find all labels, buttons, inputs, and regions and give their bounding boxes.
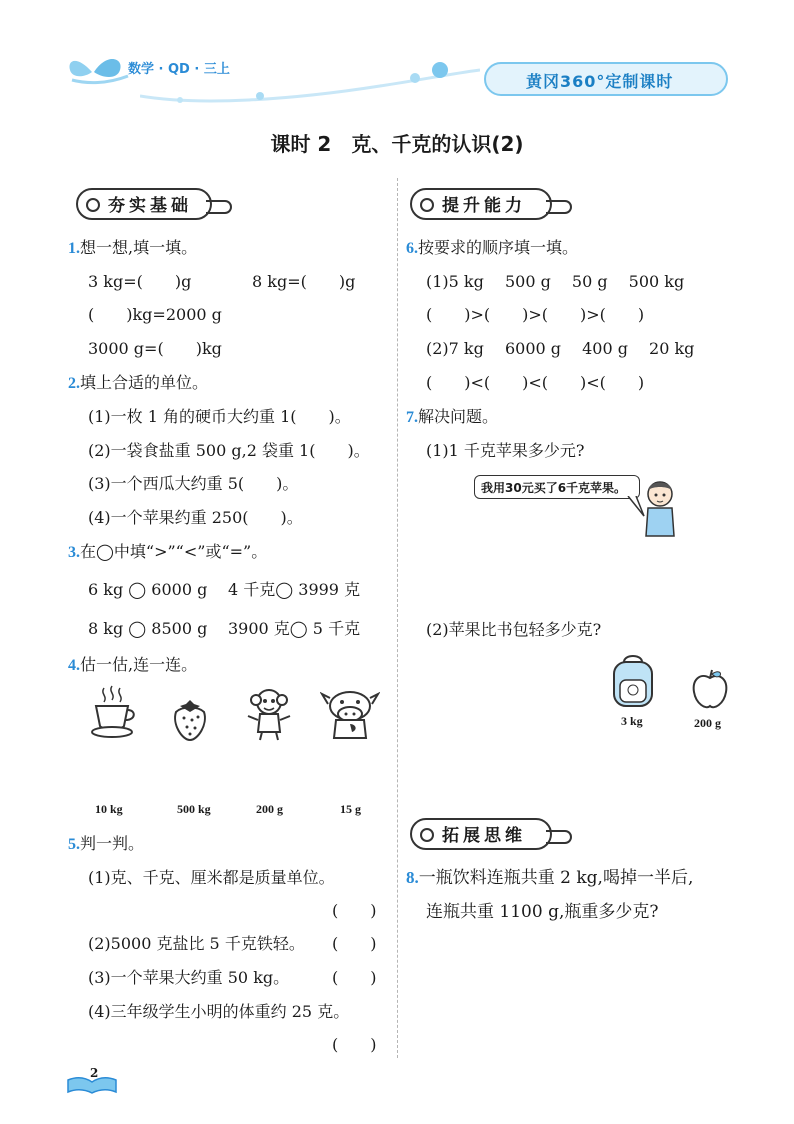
q6-row2: ( )>( )>( )>( ) — [426, 305, 645, 324]
speech-text: 我用30元买了6千克苹果。 — [481, 481, 627, 495]
weight-label-1: 10 kg — [95, 802, 123, 816]
q3-stem: 3.在◯中填“>”“<”或“=”。 — [68, 542, 268, 561]
apple-icon — [690, 668, 730, 710]
monkey-icon — [244, 686, 294, 742]
q7-stem: 7.解决问题。 — [406, 407, 499, 426]
q2-item1: (1)一枚 1 角的硬币大约重 1( )。 — [88, 407, 351, 426]
q1-stem: 1.想一想,填一填。 — [68, 238, 198, 257]
q7-part2: (2)苹果比书包轻多少克? — [426, 620, 602, 639]
swirl-icon — [546, 200, 572, 214]
swirl-icon — [546, 830, 572, 844]
book-icon — [66, 1074, 118, 1094]
q5-stem: 5.判一判。 — [68, 834, 145, 853]
section-header-extend — [410, 818, 552, 850]
q5-item3: (3)一个苹果大约重 50 kg。 — [88, 968, 290, 987]
strawberry-icon — [170, 698, 210, 742]
q1-line1b: 8 kg=( )g — [252, 272, 356, 291]
q3-d: 3900 克◯ 5 千克 — [228, 619, 361, 638]
q1-line1a: 3 kg=( )g — [88, 272, 192, 291]
q1-line2: ( )kg=2000 g — [88, 305, 222, 324]
q5-item4: (4)三年级学生小明的体重约 25 克。 — [88, 1002, 350, 1021]
q2-item3: (3)一个西瓜大约重 5( )。 — [88, 474, 299, 493]
circle-icon — [420, 828, 434, 842]
weight-label-4: 15 g — [340, 802, 361, 816]
q5-answer2[interactable]: ( ) — [332, 934, 377, 953]
backpack-icon — [608, 654, 658, 710]
q2-stem: 2.填上合适的单位。 — [68, 373, 209, 392]
brand-badge — [484, 62, 728, 96]
q1-line3: 3000 g=( )kg — [88, 339, 222, 358]
column-divider — [397, 178, 398, 1058]
q8-line1: 8.一瓶饮料连瓶共重 2 kg,喝掉一半后, — [406, 868, 694, 888]
q6-row4: ( )<( )<( )<( ) — [426, 373, 645, 392]
speech-bubble — [474, 475, 640, 499]
q3-a: 6 kg ◯ 6000 g — [88, 580, 208, 599]
section-header-basics — [76, 188, 212, 220]
q6-stem: 6.按要求的顺序填一填。 — [406, 238, 579, 257]
q5-answer1[interactable]: ( ) — [332, 901, 377, 920]
section-header-improve — [410, 188, 552, 220]
swirl-icon — [206, 200, 232, 214]
boy-icon — [640, 478, 680, 538]
bubbles-decoration — [140, 56, 480, 106]
circle-icon — [86, 198, 100, 212]
page-title: 课时 2 克、千克的认识(2) — [270, 132, 524, 156]
q7-part1: (1)1 千克苹果多少元? — [426, 441, 585, 460]
apple-weight: 200 g — [694, 716, 721, 730]
q4-stem: 4.估一估,连一连。 — [68, 655, 198, 674]
weight-label-2: 500 kg — [177, 802, 211, 816]
q5-answer4[interactable]: ( ) — [332, 1035, 377, 1054]
section-title: 拓展思维 — [442, 826, 526, 846]
brand-text: 黄冈360°定制课时 — [526, 72, 674, 91]
header-bar — [0, 40, 794, 110]
butterfly-icon — [62, 50, 132, 90]
q5-item1: (1)克、千克、厘米都是质量单位。 — [88, 868, 335, 887]
q6-row3: (2)7 kg 6000 g 400 g 20 kg — [426, 339, 695, 358]
q2-item2: (2)一袋食盐重 500 g,2 袋重 1( )。 — [88, 441, 370, 460]
q6-row1: (1)5 kg 500 g 50 g 500 kg — [426, 272, 685, 291]
circle-icon — [420, 198, 434, 212]
q8-line2: 连瓶共重 1100 g,瓶重多少克? — [426, 902, 659, 922]
teacup-icon — [90, 684, 138, 740]
cow-icon — [320, 686, 380, 742]
section-title: 提升能力 — [442, 196, 526, 216]
section-title: 夯实基础 — [108, 196, 192, 216]
weight-label-3: 200 g — [256, 802, 283, 816]
q3-b: 4 千克◯ 3999 克 — [228, 580, 361, 599]
q2-item4: (4)一个苹果约重 250( )。 — [88, 508, 303, 527]
backpack-weight: 3 kg — [621, 714, 643, 728]
page-number: 2 — [90, 1066, 99, 1080]
q5-answer3[interactable]: ( ) — [332, 968, 377, 987]
q5-item2: (2)5000 克盐比 5 千克铁轻。 — [88, 934, 305, 953]
subject-label: 数学 · QD · 三上 — [128, 62, 230, 77]
q3-c: 8 kg ◯ 8500 g — [88, 619, 208, 638]
